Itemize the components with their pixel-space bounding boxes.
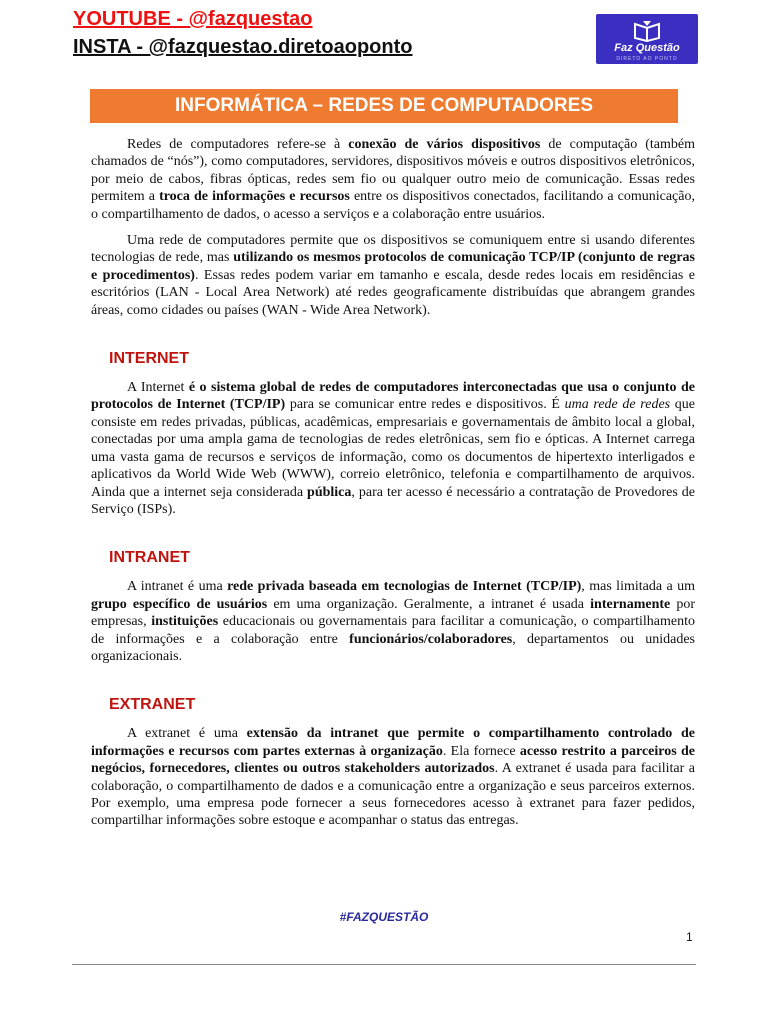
footer-divider — [72, 964, 696, 965]
page-number: 1 — [686, 930, 693, 944]
logo-text: Faz Questão — [614, 42, 680, 54]
text-run: para se comunicar entre redes e dispositivos. É — [285, 397, 565, 413]
document-body — [91, 136, 695, 830]
italic-text: uma rede de redes — [564, 397, 671, 413]
text-run: de computação (também chamados de “nós”), como computadores, servidores, dispositivos móveis e outros dispositivos eletrônicos, por meio de cabos, fibras ópticas, redes sem fio ou qualquer outro meio de comunicação. Essas redes permitem a — [91, 137, 696, 205]
text-run: por empresas, — [91, 596, 696, 630]
bold-text: troca de informações e recursos — [159, 189, 350, 205]
bold-text: é o sistema global de redes de computadores interconectadas que usa o conjunto de protocolos de Internet (TCP/IP) — [91, 380, 696, 413]
instagram-handle: INSTA - @fazquestao.diretoaoponto — [73, 36, 413, 58]
text-run: A Internet — [127, 380, 189, 396]
text-run: . A extranet é usada para facilitar a colaboração, o compartilhamento de dados e a comunicação entre a organização e seus parceiros externos. Por exemplo, uma empresa pode fornecer a seus fornecedores acesso à extranet para fazer pedidos, compartilhar informações sobre estoque e acompanhar o status das entregas. — [91, 761, 695, 829]
text-run: educacionais ou governamentais para facilitar a comunicação, o compartilhamento de informações e a colaboração entre — [91, 614, 695, 647]
bold-text: extensão da intranet que permite o compartilhamento controlado de informações e recursos com partes externas à organização — [91, 726, 695, 759]
text-run: Uma rede de computadores permite que os dispositivos se comuniquem entre si usando diferentes tecnologias de rede, mas — [91, 233, 695, 266]
page-title: INFORMÁTICA – REDES DE COMPUTADORES — [90, 89, 678, 123]
logo-subtext: DIRETO AO PONTO — [616, 56, 678, 62]
section-title-internet: INTERNET — [109, 350, 189, 368]
section-title-intranet: INTRANET — [109, 549, 190, 567]
text-run: , para ter acesso é necessário a contratação de Provedores de Serviço (ISPs). — [91, 484, 695, 517]
text-run: em uma organização. Geralmente, a intranet é usada — [267, 596, 591, 612]
bold-text: instituições — [151, 614, 219, 630]
section-title-extranet: EXTRANET — [109, 696, 196, 714]
text-run: . Ela fornece — [442, 743, 520, 759]
internet-paragraph — [91, 379, 695, 518]
bold-text: acesso restrito a parceiros de negócios, fornecedores, clientes ou outros stakeholders autorizados — [91, 743, 695, 777]
intro-paragraph-1 — [91, 136, 695, 223]
intranet-paragraph — [91, 578, 695, 665]
text-run: , mas limitada a um — [581, 579, 696, 595]
book-icon — [632, 18, 662, 42]
text-run: que consiste em redes privadas, públicas, acadêmicas, empresariais e governamentais de âmbito local a global, conectadas por uma ampla gama de tecnologias de redes eletrônicas, sem fio e ópticas. A Internet carrega uma vasta gama de recursos e serviços de informação, como os documentos de hipertexto interligados e aplicativos da World Wide Web (WWW), correio eletrônico, telefonia e compartilhamento de arquivos. Ainda que a internet seja considerada — [91, 397, 695, 500]
extranet-paragraph — [91, 725, 695, 829]
intro-paragraph-2 — [91, 232, 695, 319]
faz-questao-logo — [596, 14, 698, 64]
bold-text: utilizando os mesmos protocolos de comunicação TCP/IP (conjunto de regras e procedimentos) — [91, 250, 695, 283]
youtube-handle: YOUTUBE - @fazquestao — [73, 8, 313, 30]
bold-text: conexão de vários dispositivos — [348, 137, 541, 152]
text-run: Redes de computadores refere-se à — [127, 137, 349, 152]
text-run: , departamentos ou unidades organizacionais. — [91, 631, 695, 664]
bold-text: rede privada baseada em tecnologias de Internet (TCP/IP) — [227, 579, 582, 595]
bold-text: pública — [307, 484, 352, 500]
bold-text: grupo específico de usuários — [91, 596, 268, 612]
bold-text: funcionários/colaboradores — [349, 631, 513, 647]
text-run: A intranet é uma — [127, 579, 228, 595]
bold-text: internamente — [590, 596, 671, 612]
footer-hashtag: #FAZQUESTÃO — [339, 910, 429, 924]
text-run: entre os dispositivos conectados, facilitando a comunicação, o compartilhamento de dados, o acesso a serviços e a colaboração entre usuários. — [91, 189, 695, 222]
text-run: . Essas redes podem variar em tamanho e escala, desde redes locais em residências e escritórios (LAN - Local Area Network) até redes geograficamente distribuídas que abrangem grandes áreas, como cidades ou países (WAN - Wide Area Network). — [91, 267, 695, 318]
text-run: A extranet é uma — [127, 726, 247, 742]
